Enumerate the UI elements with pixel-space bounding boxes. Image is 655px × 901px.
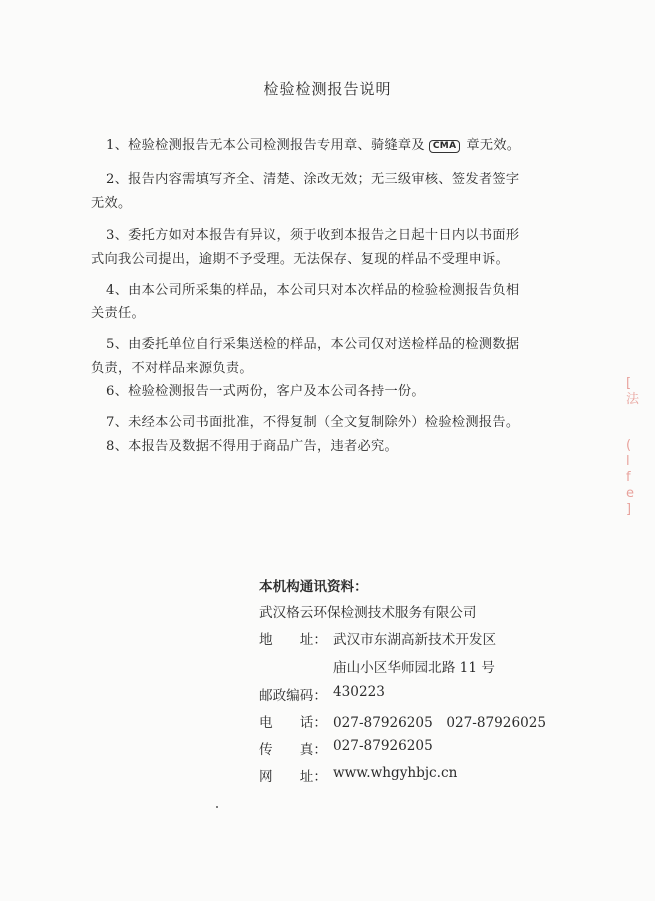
item-1-text: 1、检验检测报告无本公司检测报告专用章、骑缝章及 — [106, 138, 425, 153]
address-label: 地 址： — [259, 632, 327, 648]
item-2-line-2: 无效。 — [91, 196, 132, 211]
item-3-line-2: 式向我公司提出，逾期不予受理。无法保存、复现的样品不受理申诉。 — [91, 252, 510, 267]
item-4-line-1: 4、由本公司所采集的样品，本公司只对本次样品的检验检测报告负相 — [106, 283, 520, 298]
website-value: www.whgyhbjc.cn — [333, 765, 458, 781]
item-6: 6、检验检测报告一式两份，客户及本公司各持一份。 — [106, 384, 425, 399]
postcode-label: 邮政编码： — [259, 688, 327, 704]
address-line-2: 庙山小区华师园北路 11 号 — [333, 660, 495, 676]
item-7: 7、未经本公司书面批准，不得复制（全文复制除外）检验检测报告。 — [106, 415, 520, 430]
stamp-glyph: ] — [626, 502, 632, 517]
stamp-glyph: ( — [626, 438, 632, 453]
company-name: 武汉格云环保检测技术服务有限公司 — [259, 605, 477, 621]
contact-heading: 本机构通讯资料： — [259, 579, 368, 595]
cma-mark-icon: CMA — [429, 140, 460, 153]
item-1 — [106, 138, 520, 154]
website-row — [259, 765, 458, 785]
stamp-glyph: [ — [626, 376, 632, 391]
item-3-line-1: 3、委托方如对本报告有异议，须于收到本报告之日起十日内以书面形 — [106, 228, 520, 243]
item-8: 8、本报告及数据不得用于商品广告，违者必究。 — [106, 439, 398, 454]
page-title: 检验检测报告说明 — [263, 80, 392, 98]
fax-value: 027-87926205 — [333, 738, 433, 754]
stamp-glyph: l — [626, 454, 630, 469]
seal-stamp-edge — [626, 376, 648, 517]
scan-speck — [216, 806, 218, 808]
phone-value: 027-87926205 027-87926025 — [333, 715, 547, 731]
fax-row — [259, 738, 433, 758]
phone-row — [259, 711, 547, 731]
address-line-1: 武汉市东湖高新技术开发区 — [333, 632, 497, 648]
phone-label: 电 话： — [259, 715, 327, 731]
stamp-glyph: 法 — [626, 392, 640, 407]
address-row — [259, 628, 497, 648]
postcode-row — [259, 684, 385, 704]
item-4-line-2: 关责任。 — [91, 306, 145, 321]
fax-label: 传 真： — [259, 742, 327, 758]
item-2-line-1: 2、报告内容需填写齐全、清楚、涂改无效；无三级审核、签发者签字 — [106, 172, 520, 187]
stamp-glyph: e — [626, 486, 634, 501]
website-label: 网 址： — [259, 769, 327, 785]
postcode-value: 430223 — [333, 684, 385, 700]
item-1-suffix: 章无效。 — [466, 138, 521, 153]
item-5-line-1: 5、由委托单位自行采集送检的样品，本公司仅对送检样品的检测数据 — [106, 337, 520, 352]
stamp-glyph: f — [626, 470, 631, 485]
item-5-line-2: 负责，不对样品来源负责。 — [91, 361, 253, 376]
